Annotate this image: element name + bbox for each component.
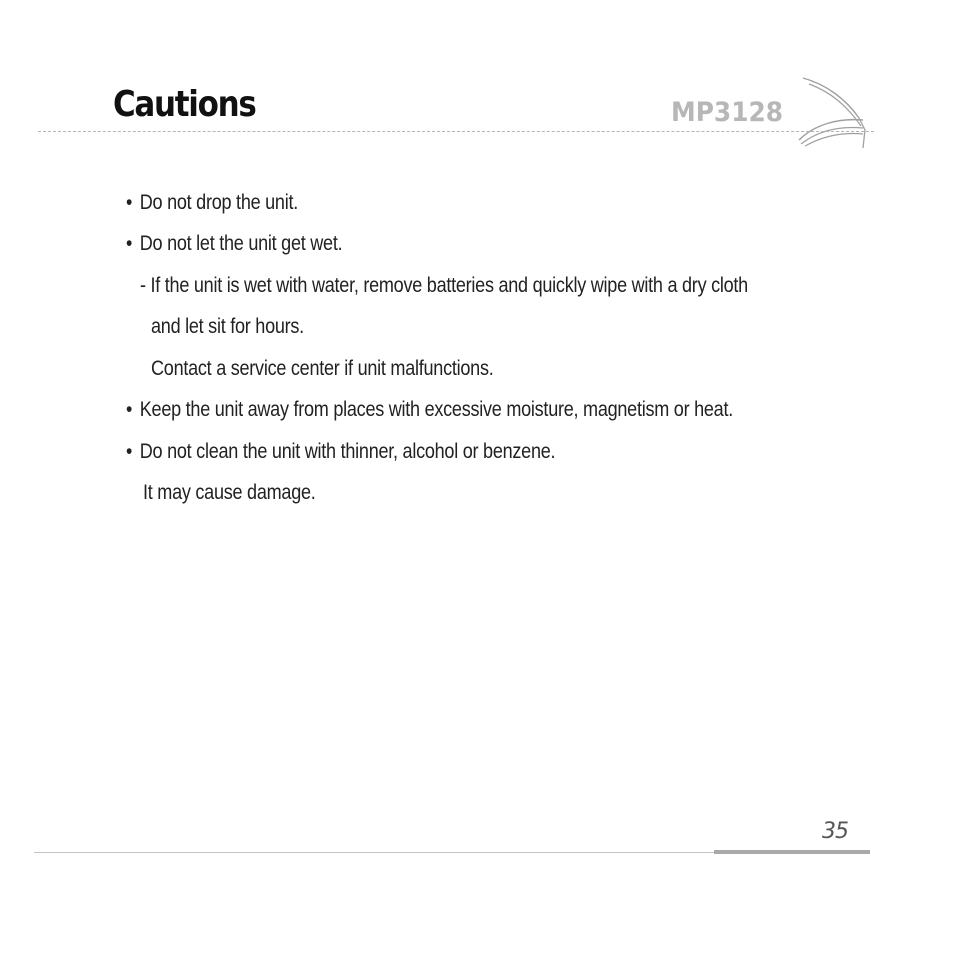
list-subitem-text: - If the unit is wet with water, remove batteries and quickly wipe with a dry cloth <box>140 274 748 297</box>
list-item-text: Do not let the unit get wet. <box>139 232 343 255</box>
bullet: • <box>126 440 133 463</box>
list-subitem <box>151 357 493 381</box>
wing-logo-icon <box>795 74 867 152</box>
list-item-text: Keep the unit away from places with excessive moisture, magnetism or heat. <box>139 398 733 421</box>
list-subitem-text: Contact a service center if unit malfunctions. <box>151 357 494 380</box>
list-item <box>126 440 555 464</box>
bullet: • <box>126 191 133 214</box>
list-subitem <box>143 481 316 505</box>
list-item-text: Do not drop the unit. <box>139 191 298 214</box>
list-item-text: Do not clean the unit with thinner, alcohol or benzene. <box>139 440 556 463</box>
page-title: Cautions <box>113 84 256 125</box>
model-name: MP3128 <box>671 97 784 128</box>
list-item <box>126 398 733 422</box>
header-dashed-divider <box>38 131 874 132</box>
bullet: • <box>126 398 133 421</box>
page-number: 35 <box>822 819 848 844</box>
footer-accent-bar <box>714 850 870 854</box>
list-subitem <box>140 274 748 298</box>
list-item <box>126 232 342 256</box>
list-item <box>126 191 298 215</box>
bullet: • <box>126 232 133 255</box>
list-subitem-text: It may cause damage. <box>143 481 316 504</box>
list-subitem-text: and let sit for hours. <box>151 315 304 338</box>
list-subitem <box>151 315 304 339</box>
